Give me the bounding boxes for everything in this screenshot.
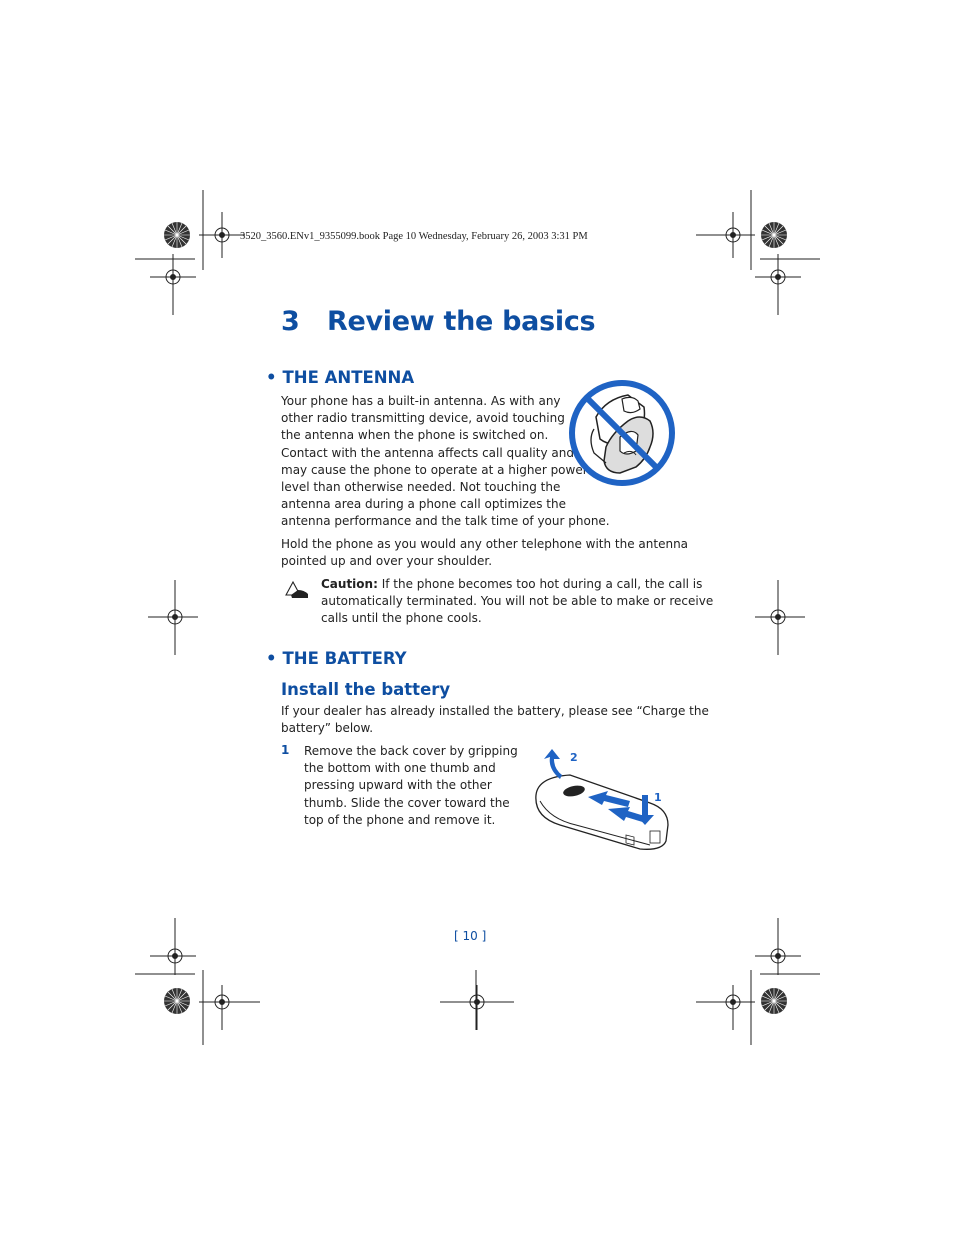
- section-bullet: •: [266, 368, 277, 387]
- antenna-heading-text: THE ANTENNA: [282, 368, 415, 387]
- step-text: [304, 743, 518, 829]
- text-line: may cause the phone to operate at a higher power: [281, 462, 588, 477]
- text-line: other radio transmitting device, avoid touching: [281, 411, 565, 426]
- caution-label: Caution:: [321, 577, 378, 591]
- text-line: Remove the back cover by gripping: [304, 744, 518, 758]
- caution-line: [321, 576, 713, 593]
- battery-cover-removal-figure: [530, 745, 675, 857]
- chapter-number: 3: [281, 306, 300, 337]
- text-line: pressing upward with the other: [304, 778, 492, 793]
- text-line: thumb. Slide the cover toward the: [304, 795, 510, 810]
- text-line: pointed up and over your shoulder.: [281, 554, 493, 569]
- text-line: the antenna when the phone is switched on.: [281, 428, 549, 443]
- arrow-label-1: 1: [654, 791, 662, 804]
- chapter-title: [281, 306, 595, 337]
- antenna-paragraph: [281, 393, 610, 531]
- antenna-heading: [266, 368, 414, 387]
- text-line: If your dealer has already installed the battery, please see “Charge the: [281, 704, 709, 718]
- chapter-title-text: Review the basics: [327, 306, 596, 337]
- text-line: If the phone becomes too hot during a call, the call is: [381, 577, 703, 591]
- text-line: Contact with the antenna affects call quality and: [281, 445, 574, 460]
- install-battery-heading: Install the battery: [281, 680, 451, 699]
- no-touch-antenna-icon: [566, 377, 678, 489]
- battery-heading: [266, 649, 407, 668]
- step-number: 1: [281, 743, 290, 757]
- battery-intro: [281, 703, 709, 737]
- text-line: battery” below.: [281, 721, 374, 736]
- text-line: antenna performance and the talk time of your phone.: [281, 514, 610, 529]
- text-line: antenna area during a phone call optimizes the: [281, 497, 566, 512]
- text-line: level than otherwise needed. Not touching the: [281, 480, 561, 495]
- arrow-label-2: 2: [570, 751, 578, 764]
- text-line: automatically terminated. You will not be able to make or receive: [321, 594, 714, 609]
- text-line: Your phone has a built-in antenna. As with any: [281, 394, 561, 408]
- text-line: Hold the phone as you would any other telephone with the antenna: [281, 537, 689, 551]
- text-line: the bottom with one thumb and: [304, 761, 496, 776]
- section-bullet: •: [266, 649, 277, 668]
- caution-hand-icon: [284, 579, 310, 599]
- battery-heading-text: THE BATTERY: [282, 649, 407, 668]
- file-header: 3520_3560.ENv1_9355099.book Page 10 Wednesday, February 26, 2003 3:31 PM: [240, 231, 588, 242]
- hold-paragraph: [281, 536, 688, 570]
- caution-note: [321, 576, 713, 628]
- text-line: calls until the phone cools.: [321, 611, 482, 626]
- page-number: [ 10 ]: [454, 929, 487, 943]
- text-line: top of the phone and remove it.: [304, 812, 496, 827]
